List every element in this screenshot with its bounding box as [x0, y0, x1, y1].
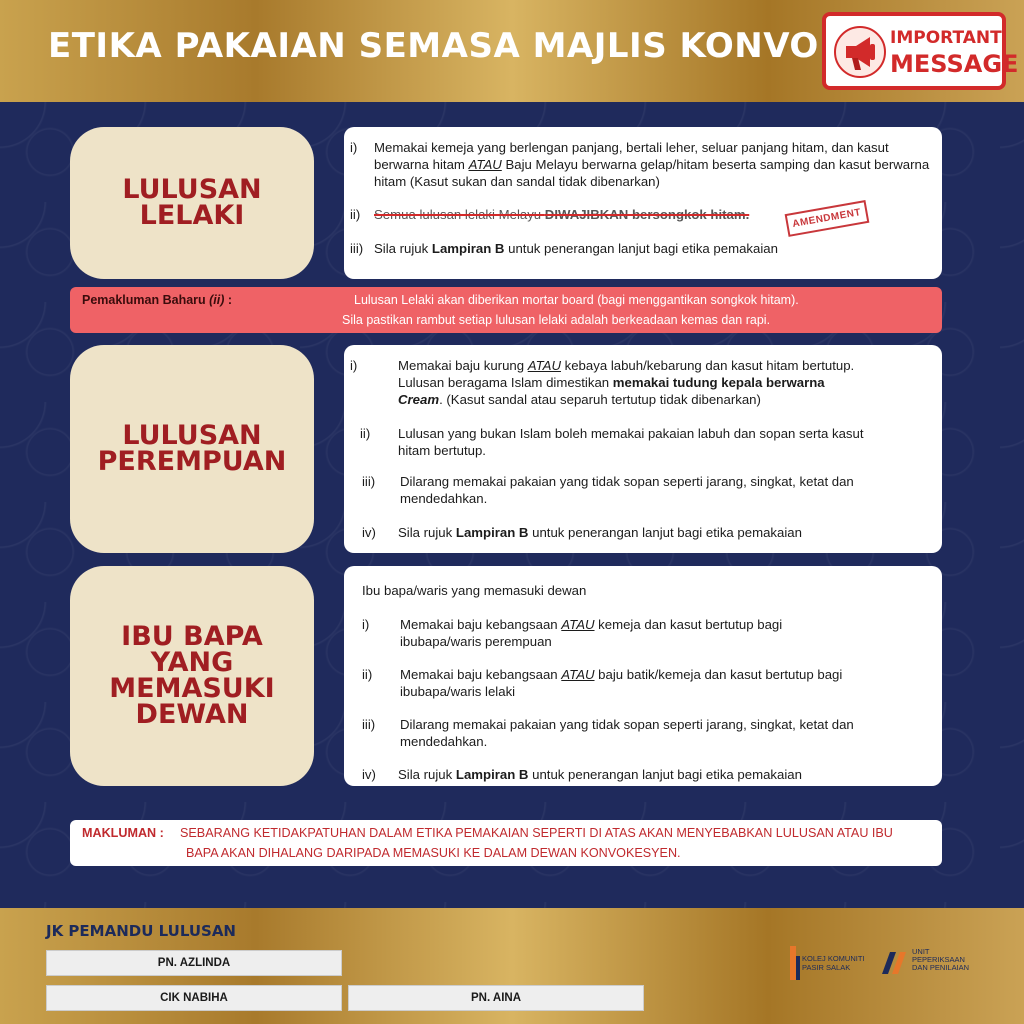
- panel-ibu-bapa: [344, 566, 942, 786]
- item-number: iii): [362, 474, 376, 489]
- category-lulusan-lelaki: [70, 127, 314, 279]
- category-lulusan-perempuan: [70, 345, 314, 553]
- kolej-komuniti-logo: [790, 946, 868, 982]
- list-item: [362, 473, 932, 507]
- header-banner: [0, 0, 1024, 102]
- list-item: [350, 139, 930, 190]
- item-text-underline: ATAU: [561, 667, 595, 682]
- item-number: iv): [362, 767, 376, 782]
- makluman-line-2: BAPA AKAN DIHALANG DARIPADA MEMASUKI KE DALAM DEWAN KONVOKESYEN.: [186, 846, 681, 860]
- panel-lelaki: [344, 127, 942, 279]
- unit-peperiksaan-logo: [880, 944, 990, 984]
- megaphone-icon: [834, 26, 886, 78]
- item-text: [398, 524, 802, 541]
- list-item: [350, 357, 930, 408]
- item-text-part: untuk penerangan lanjut bagi etika pemakaian: [528, 767, 802, 782]
- category-label: LULUSAN PEREMPUAN: [97, 420, 287, 477]
- item-text-part: Baju Melayu berwarna gelap/hitam beserta samping dan kasut berwarna hitam (Kasut sukan dan sandal tidak dibenarkan): [374, 157, 930, 189]
- item-text-bolditalic: Cream: [398, 392, 440, 407]
- category-label: IBU BAPA YANG MEMASUKI DEWAN: [109, 621, 275, 730]
- item-text-part: Semua lulusan lelaki Melayu: [374, 207, 545, 222]
- list-item: [362, 524, 932, 541]
- category-ibu-bapa: [70, 566, 314, 786]
- item-text-struck: [374, 206, 749, 223]
- important-message-badge: [822, 12, 1019, 90]
- item-number: ii): [362, 667, 373, 682]
- item-text: Lulusan yang bukan Islam boleh memakai pakaian labuh dan sopan serta kasut hitam bertutup.: [398, 426, 864, 458]
- notice-label-suffix: :: [224, 293, 233, 307]
- item-text-bold: DIWAJIBKAN bersongkok hitam.: [544, 207, 750, 222]
- panel-intro: Ibu bapa/waris yang memasuki dewan: [362, 583, 587, 598]
- footer-banner: [0, 908, 1024, 1024]
- badge-line-1: IMPORTANT: [890, 28, 1002, 48]
- item-text-part: untuk penerangan lanjut bagi etika pemakaian: [504, 241, 778, 256]
- item-text-underline: ATAU: [468, 157, 502, 172]
- item-text: [398, 357, 858, 408]
- committee-member-name: PN. AZLINDA: [46, 950, 342, 976]
- item-text: Dilarang memakai pakaian yang tidak sopan seperti jarang, singkat, ketat dan mendedahkan.: [400, 474, 854, 506]
- item-text-part: Memakai baju kurung: [398, 358, 528, 373]
- item-text: [374, 139, 930, 190]
- item-text-part: . (Kasut sandal atau separuh tertutup tidak dibenarkan): [439, 392, 761, 407]
- item-number: i): [350, 140, 358, 155]
- item-number: ii): [360, 426, 371, 441]
- committee-member-name: CIK NABIHA: [46, 985, 342, 1011]
- amendment-stamp: AMENDMENT: [785, 200, 869, 237]
- list-item: [362, 666, 932, 700]
- item-text: [398, 766, 802, 783]
- page-title: ETIKA PAKAIAN SEMASA MAJLIS KONVO: [48, 26, 819, 66]
- makluman-line-1: SEBARANG KETIDAKPATUHAN DALAM ETIKA PEMAKAIAN SEPERTI DI ATAS AKAN MENYEBABKAN LULUSAN ATAU IBU: [180, 826, 893, 840]
- notice-line-1: Lulusan Lelaki akan diberikan mortar board (bagi menggantikan songkok hitam).: [354, 293, 799, 307]
- notice-label: [82, 293, 232, 307]
- item-text: [400, 616, 840, 650]
- item-text-part: kebaya labuh/kebarung dan kasut hitam bertutup. Lulusan beragama Islam dimestikan: [398, 358, 855, 390]
- item-text-part: kemeja dan kasut bertutup bagi ibubapa/waris perempuan: [400, 617, 783, 649]
- item-text: [374, 240, 778, 257]
- item-number: iii): [350, 241, 364, 256]
- notice-line-2: Sila pastikan rambut setiap lulusan lelaki adalah berkeadaan kemas dan rapi.: [342, 313, 771, 327]
- item-number: iv): [362, 525, 376, 540]
- list-item: [360, 425, 930, 459]
- notice-label-text: Pemakluman Baharu: [82, 293, 210, 307]
- pemakluman-baharu-notice: [70, 287, 942, 333]
- item-text-underline: ATAU: [561, 617, 595, 632]
- logo-bar: [796, 956, 800, 980]
- list-item: [362, 716, 932, 750]
- item-text-bold: Lampiran B: [431, 241, 505, 256]
- item-text-part: Sila rujuk: [374, 241, 432, 256]
- item-text: Dilarang memakai pakaian yang tidak sopan seperti jarang, singkat, ketat dan mendedahkan.: [400, 717, 854, 749]
- item-text-bold: memakai tudung kepala berwarna: [612, 375, 825, 390]
- list-item: [362, 766, 932, 783]
- item-text-part: Memakai baju kebangsaan: [400, 617, 562, 632]
- item-text-part: Memakai kemeja yang berlengan panjang, bertali leher, seluar panjang hitam, dan kasut berwarna hitam: [374, 140, 889, 172]
- item-text: [400, 666, 900, 700]
- logo-text: UNIT PEPERIKSAAN DAN PENILAIAN: [912, 947, 970, 972]
- item-text-part: baju batik/kemeja dan kasut bertutup bagi ibubapa/waris lelaki: [400, 667, 843, 699]
- panel-perempuan: [344, 345, 942, 553]
- makluman-label: MAKLUMAN :: [82, 826, 164, 840]
- item-number: iii): [362, 717, 376, 732]
- notice-label-italic: (ii): [209, 293, 225, 307]
- item-number: ii): [350, 207, 361, 222]
- committee-member-name: PN. AINA: [348, 985, 644, 1011]
- logo-text: KOLEJ KOMUNITI PASIR SALAK: [802, 954, 865, 972]
- item-text-part: Sila rujuk: [398, 767, 456, 782]
- item-text-part: untuk penerangan lanjut bagi etika pemakaian: [528, 525, 802, 540]
- item-text-underline: ATAU: [527, 358, 561, 373]
- item-text-bold: Lampiran B: [455, 767, 529, 782]
- item-text-bold: Lampiran B: [455, 525, 529, 540]
- committee-title: JK PEMANDU LULUSAN: [46, 922, 236, 940]
- item-text-part: Sila rujuk: [398, 525, 456, 540]
- item-text-part: Memakai baju kebangsaan: [400, 667, 562, 682]
- item-number: i): [362, 617, 370, 632]
- list-item: [350, 240, 930, 257]
- category-label: LULUSAN LELAKI: [122, 174, 262, 231]
- up-logo-icon: [880, 950, 910, 976]
- makluman-warning: [70, 820, 942, 866]
- badge-line-2: MESSAGE: [890, 50, 1019, 78]
- list-item: [362, 616, 932, 650]
- item-number: i): [350, 358, 358, 373]
